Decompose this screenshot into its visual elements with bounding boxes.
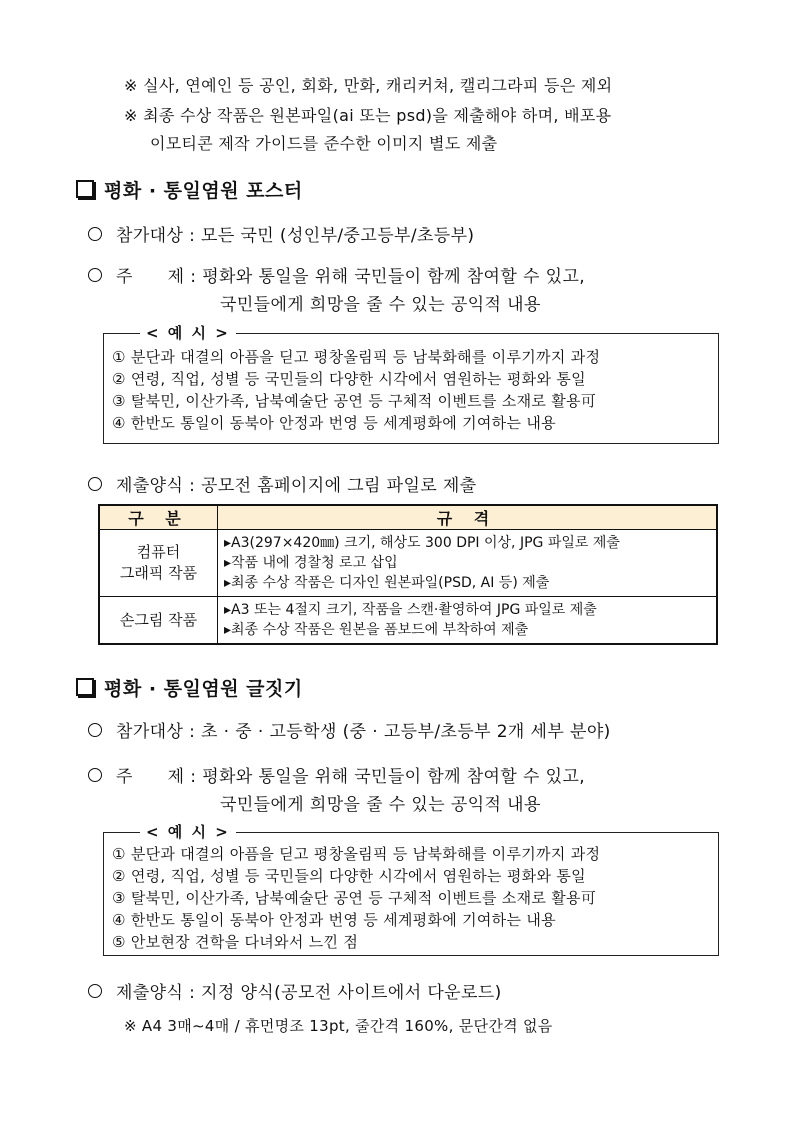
table-cell-spec	[218, 597, 718, 645]
section-title-poster	[76, 176, 303, 203]
essay-format-note: ※ A4 3매∼4매 / 휴먼명조 13pt, 줄간격 160%, 문단간격 없음	[124, 1017, 553, 1035]
poster-target	[88, 221, 474, 246]
essay-example-1: ① 분단과 대결의 아픔을 딛고 평창올림픽 등 남북화해를 이루기까지 과정	[112, 845, 601, 863]
category-computer-line1: 컴퓨터	[136, 543, 181, 561]
poster-example-2: ② 연령, 직업, 성별 등 국민들의 다양한 시각에서 염원하는 평화와 통일	[112, 370, 586, 388]
table-row	[99, 597, 717, 645]
essay-target-text: 참가대상 : 초 · 중 · 고등학생 (중 · 고등부/초등부 2개 세부 분야)	[116, 722, 611, 742]
spec-line: ▸A3 또는 4절지 크기, 작품을 스캔·촬영하여 JPG 파일로 제출	[224, 602, 597, 618]
table-header-category: 구 분	[99, 505, 218, 530]
category-hand-drawn: 손그림 작품	[119, 610, 198, 629]
poster-target-text: 참가대상 : 모든 국민 (성인부/중고등부/초등부)	[116, 226, 475, 246]
poster-example-label: < 예 시 >	[140, 322, 236, 343]
table-header-row	[99, 505, 717, 530]
circle-bullet-icon	[88, 768, 102, 782]
poster-example-1: ① 분단과 대결의 아픔을 딛고 평창올림픽 등 남북화해를 이루기까지 과정	[112, 348, 601, 366]
section-title-essay	[76, 674, 303, 701]
section-title-essay-text: 평화 · 통일염원 글짓기	[104, 678, 303, 700]
circle-bullet-icon	[88, 227, 102, 241]
poster-spec-table	[98, 504, 718, 645]
table-header-spec: 규 격	[218, 505, 718, 530]
essay-example-4: ④ 한반도 통일이 동북아 안정과 번영 등 세계평화에 기여하는 내용	[112, 911, 556, 929]
essay-submission-text: 제출양식 : 지정 양식(공모전 사이트에서 다운로드)	[116, 983, 502, 1003]
essay-example-label: < 예 시 >	[140, 821, 236, 842]
circle-bullet-icon	[88, 268, 102, 282]
note-excluded-content: ※ 실사, 연예인 등 공인, 회화, 만화, 캐리커쳐, 캘리그라피 등은 제외	[124, 76, 613, 95]
table-cell-category	[99, 530, 218, 597]
essay-theme-cont: 국민들에게 희망을 줄 수 있는 공익적 내용	[220, 795, 541, 815]
essay-target	[88, 717, 611, 742]
poster-submission-text: 제출양식 : 공모전 홈페이지에 그림 파일로 제출	[116, 476, 477, 496]
note-original-file: ※ 최종 수상 작품은 원본파일(ai 또는 psd)을 제출해야 하며, 배포용	[124, 106, 612, 125]
circle-bullet-icon	[88, 984, 102, 998]
circle-bullet-icon	[88, 477, 102, 491]
poster-example-box	[103, 333, 719, 444]
essay-theme-text: 주 제 : 평화와 통일을 위해 국민들이 함께 참여할 수 있고,	[116, 767, 586, 787]
poster-example-3: ③ 탈북민, 이산가족, 남북예술단 공연 등 구체적 이벤트를 소재로 활용可	[112, 392, 597, 410]
circle-bullet-icon	[88, 723, 102, 737]
essay-example-5: ⑤ 안보현장 견학을 다녀와서 느낀 점	[112, 933, 359, 951]
essay-theme	[88, 762, 585, 787]
spec-line: ▸A3(297×420㎜) 크기, 해상도 300 DPI 이상, JPG 파일로 제출	[224, 535, 620, 551]
essay-example-2: ② 연령, 직업, 성별 등 국민들의 다양한 시각에서 염원하는 평화와 통일	[112, 867, 586, 885]
checkbox-square-icon	[76, 678, 94, 696]
table-row	[99, 530, 717, 597]
section-title-poster-text: 평화 · 통일염원 포스터	[104, 180, 303, 202]
spec-line: ▸최종 수상 작품은 원본을 폼보드에 부착하여 제출	[224, 622, 529, 638]
note-original-file-cont: 이모티콘 제작 가이드를 준수한 이미지 별도 제출	[150, 134, 498, 153]
essay-submission	[88, 978, 502, 1003]
essay-example-3: ③ 탈북민, 이산가족, 남북예술단 공연 등 구체적 이벤트를 소재로 활용可	[112, 889, 597, 907]
essay-example-box	[103, 832, 719, 956]
poster-example-4: ④ 한반도 통일이 동북아 안정과 번영 등 세계평화에 기여하는 내용	[112, 414, 556, 432]
poster-theme	[88, 262, 585, 287]
table-cell-spec	[218, 530, 718, 597]
category-computer-line2: 그래픽 작품	[119, 564, 198, 582]
spec-line: ▸최종 수상 작품은 디자인 원본파일(PSD, AI 등) 제출	[224, 575, 550, 591]
checkbox-square-icon	[76, 180, 94, 198]
poster-theme-cont: 국민들에게 희망을 줄 수 있는 공익적 내용	[220, 295, 541, 315]
table-cell-category	[99, 597, 218, 645]
poster-submission	[88, 471, 477, 496]
poster-theme-text: 주 제 : 평화와 통일을 위해 국민들이 함께 참여할 수 있고,	[116, 267, 586, 287]
spec-line: ▸작품 내에 경찰청 로고 삽입	[224, 555, 398, 571]
